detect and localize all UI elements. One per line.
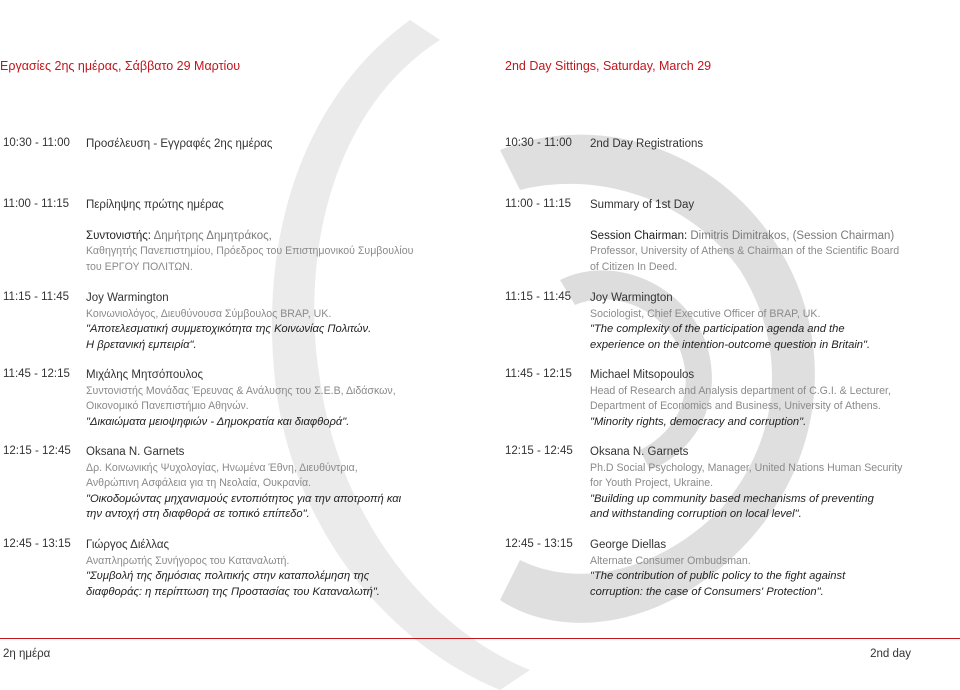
session-title: 2nd Day Registrations: [590, 138, 704, 150]
chair-label: Session Chairman:: [590, 229, 688, 242]
speaker-role: Professor, University of Athens & Chairman of the Scientific Board: [590, 245, 900, 257]
session-time: 11:15 - 11:45: [3, 291, 70, 303]
speaker-role: of Citizen In Deed.: [590, 260, 678, 273]
speaker-name: Μιχάλης Μητσόπουλος: [86, 369, 204, 381]
talk-topic: experience on the intention-outcome question in Britain".: [590, 338, 871, 351]
speaker-role: Alternate Consumer Ombudsman.: [590, 554, 751, 567]
speaker-name: Oksana N. Garnets: [590, 446, 689, 458]
footer-page-label-english: 2nd day: [870, 648, 911, 660]
speaker-name: Joy Warmington: [590, 292, 673, 304]
talk-topic: and withstanding corruption on local level".: [590, 508, 802, 520]
speaker-name: Γιώργος Διέλλας: [86, 539, 170, 551]
greek-day-heading: Εργασίες 2ης ημέρας, Σάββατο 29 Μαρτίου: [0, 59, 241, 73]
session-time: 10:30 - 11:00: [505, 137, 572, 149]
chair-label: Συντονιστής:: [86, 229, 152, 242]
speaker-role: Ph.D Social Psychology, Manager, United Nations Human Security: [590, 461, 903, 474]
talk-topic: "Δικαιώματα μειοψηφιών - Δημοκρατία και διαφθορά".: [86, 415, 350, 428]
speaker-role: Sociologist, Chief Executive Officer of BRAP, UK.: [590, 307, 821, 320]
speaker-role: Οικονομικό Πανεπιστήμιο Αθηνών.: [86, 400, 249, 412]
chair-name: Δημήτρης Δημητράκος,: [153, 229, 272, 242]
talk-topic: "The complexity of the participation agenda and the: [590, 323, 845, 335]
talk-topic: Η βρετανική εμπειρία".: [86, 338, 197, 351]
speaker-role: του ΕΡΓΟΥ ΠΟΛΙΤΩΝ.: [86, 260, 193, 273]
session-time: 11:45 - 12:15: [3, 368, 70, 380]
talk-topic: "Building up community based mechanisms of preventing: [590, 492, 874, 505]
speaker-role: Αναπληρωτής Συνήγορος του Καταναλωτή.: [86, 554, 290, 567]
chair-name: Dimitris Dimitrakos, (Session Chairman): [690, 229, 895, 242]
speaker-role: Ανθρώπινη Ασφάλεια για τη Νεολαία, Ουκρανία.: [86, 477, 312, 489]
speaker-role: Καθηγητής Πανεπιστημίου, Πρόεδρος του Επιστημονικού Συμβουλίου: [86, 245, 414, 257]
english-column: [505, 0, 960, 690]
talk-topic: "Συμβολή της δημόσιας πολιτικής στην καταπολέμηση της: [86, 570, 370, 582]
session-title: Summary of 1st Day: [590, 199, 695, 211]
talk-topic: "Minority rights, democracy and corruption".: [590, 415, 807, 428]
speaker-name: Oksana N. Garnets: [86, 446, 185, 458]
session-time: 12:45 - 13:15: [505, 538, 573, 550]
session-time: 12:15 - 12:45: [3, 445, 71, 457]
english-day-heading: 2nd Day Sittings, Saturday, March 29: [505, 59, 712, 73]
session-time: 12:45 - 13:15: [3, 538, 71, 550]
footer-page-label-greek: 2η ημέρα: [3, 648, 51, 660]
speaker-role: Δρ. Κοινωνικής Ψυχολογίας, Ηνωμένα Έθνη, Διευθύντρια,: [86, 461, 358, 474]
speaker-name: George Diellas: [590, 539, 667, 551]
session-time: 11:00 - 11:15: [505, 198, 572, 210]
talk-topic: "Αποτελεσματική συμμετοχικότητα της Κοινωνίας Πολιτών.: [86, 323, 372, 335]
session-time: 10:30 - 11:00: [3, 137, 70, 149]
session-chair: [590, 229, 960, 245]
greek-column: [0, 0, 460, 690]
session-time: 11:15 - 11:45: [505, 291, 572, 303]
talk-topic: την αντοχή στη διαφθορά σε τοπικό επίπεδο".: [86, 508, 310, 520]
footer-divider: [0, 638, 960, 639]
speaker-name: Michael Mitsopoulos: [590, 369, 695, 381]
speaker-role: Συντονιστής Μονάδας Έρευνας & Ανάλυσης του Σ.Ε.Β, Διδάσκων,: [86, 384, 396, 397]
session-chair: [86, 229, 456, 245]
session-time: 11:45 - 12:15: [505, 368, 572, 380]
talk-topic: διαφθοράς: η περίπτωση της Προστασίας του Καταναλωτή".: [86, 585, 380, 598]
speaker-role: for Youth Project, Ukraine.: [590, 477, 714, 489]
session-time: 12:15 - 12:45: [505, 445, 573, 457]
speaker-role: Head of Research and Analysis department of C.G.I. & Lecturer,: [590, 384, 891, 397]
speaker-role: Κοινωνιολόγος, Διευθύνουσα Σύμβουλος BRAP, UK.: [86, 307, 332, 320]
session-title: Περίληψης πρώτης ημέρας: [86, 199, 224, 211]
session-time: 11:00 - 11:15: [3, 198, 70, 210]
talk-topic: "The contribution of public policy to the fight against: [590, 570, 846, 582]
session-title: Προσέλευση - Εγγραφές 2ης ημέρας: [86, 138, 273, 150]
speaker-name: Joy Warmington: [86, 292, 169, 304]
talk-topic: corruption: the case of Consumers' Protection".: [590, 585, 824, 598]
talk-topic: "Οικοδομώντας μηχανισμούς εντοπιότητος για την αποτροπή και: [86, 492, 402, 505]
speaker-role: Department of Economics and Business, University of Athens.: [590, 400, 881, 412]
